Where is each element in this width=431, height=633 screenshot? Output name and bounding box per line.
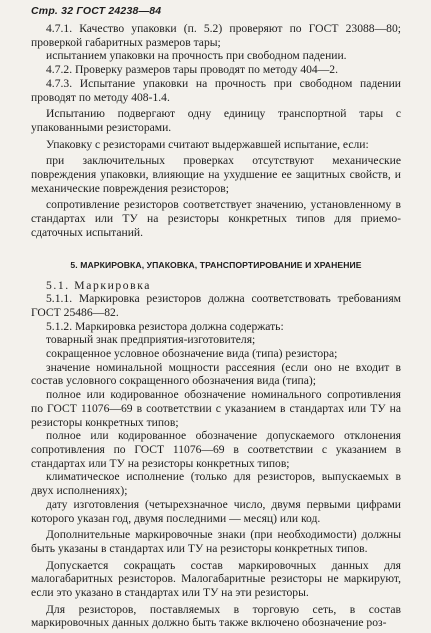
paragraph-4-7-2: 4.7.2. Проверку размеров тары проводят по методу 404—2. bbox=[46, 63, 338, 77]
paragraph-additional-marks: Дополнительные маркировочные знаки (при необходимости) должны быть указаны в стандартах или ТУ на резисторы конкретных типов. bbox=[31, 528, 401, 555]
list-item-power: значение номинальной мощности рассеяния (если оно не входит в состав условного сокращенного обозначения вида (типа); bbox=[31, 360, 401, 388]
paragraph-small-resistors: Допускается сокращать состав маркировочных данных для малогабаритных резисторов. Малогабаритные резисторы не маркируют, если это указано в стандартах или ТУ на эти резисторы. bbox=[31, 558, 401, 600]
paragraph-5-1 bbox=[31, 279, 401, 293]
page-header: Стр. 32 ГОСТ 24238—84 bbox=[31, 5, 162, 17]
paragraph-5-1-1: 5.1.1. Маркировка резисторов должна соответствовать требованиям ГОСТ 25486—82. bbox=[31, 292, 401, 319]
list-item-trademark: товарный знак предприятия-изготовителя; bbox=[46, 333, 256, 347]
paragraph-test-unit: Испытанию подвергают одну единицу транспортной тары с упакованными резисторами. bbox=[31, 107, 401, 134]
section-heading: 5. МАРКИРОВКА, УПАКОВКА, ТРАНСПОРТИРОВАНИЕ И ХРАНЕНИЕ bbox=[70, 259, 362, 270]
paragraph-final-checks: при заключительных проверках отсутствуют механические повреждения упаковки, влияющие на ухудшение ее защитных свойств, и механические повреждения резисторов; bbox=[31, 154, 401, 195]
list-item-type: сокращенное условное обозначение вида (типа) резистора; bbox=[46, 347, 338, 361]
paragraph-drop-test: испытанием упаковки на прочность при свободном падении. bbox=[46, 49, 347, 63]
paragraph-4-7-3: 4.7.3. Испытание упаковки на прочность при свободном падении проводят по методу 408-1.4. bbox=[31, 76, 401, 104]
subsection-title: 5.1. Маркировка bbox=[46, 278, 152, 292]
paragraph-4-7-1: 4.7.1. Качество упаковки (п. 5.2) проверяют по ГОСТ 23088—80; проверкой габаритных размеров тары; bbox=[31, 22, 401, 49]
paragraph-resistance: сопротивление резисторов соответствует значению, установленному в стандартах или ТУ на резисторы конкретных типов для приемо-сдаточных испытаний. bbox=[31, 198, 401, 239]
list-item-climate: климатическое исполнение (только для резисторов, выпускаемых в двух исполнениях); bbox=[31, 470, 401, 498]
paragraph-5-1-2: 5.1.2. Маркировка резистора должна содержать: bbox=[46, 319, 284, 333]
list-item-tolerance: полное или кодированное обозначение допускаемого отклонения сопротивления по ГОСТ 11076—69 в соответствии с указанием в стандартах или ТУ на резисторы конкретных типов; bbox=[31, 429, 401, 470]
list-item-date: дату изготовления (четырехзначное число, двумя первыми цифрами которого указан год, двумя последними — месяц) или код. bbox=[31, 497, 401, 525]
paragraph-passed-if: Упаковку с резисторами считают выдержавшей испытание, если: bbox=[46, 137, 369, 151]
paragraph-retail: Для резисторов, поставляемых в торговую сеть, в состав маркировочных данных должно быть также включено обозначение роз- bbox=[31, 602, 401, 630]
list-item-resistance: полное или кодированное обозначение номинального сопротивления по ГОСТ 11076—69 в соответствии с указанием в стандартах или ТУ на резисторы конкретных типов; bbox=[31, 388, 401, 429]
